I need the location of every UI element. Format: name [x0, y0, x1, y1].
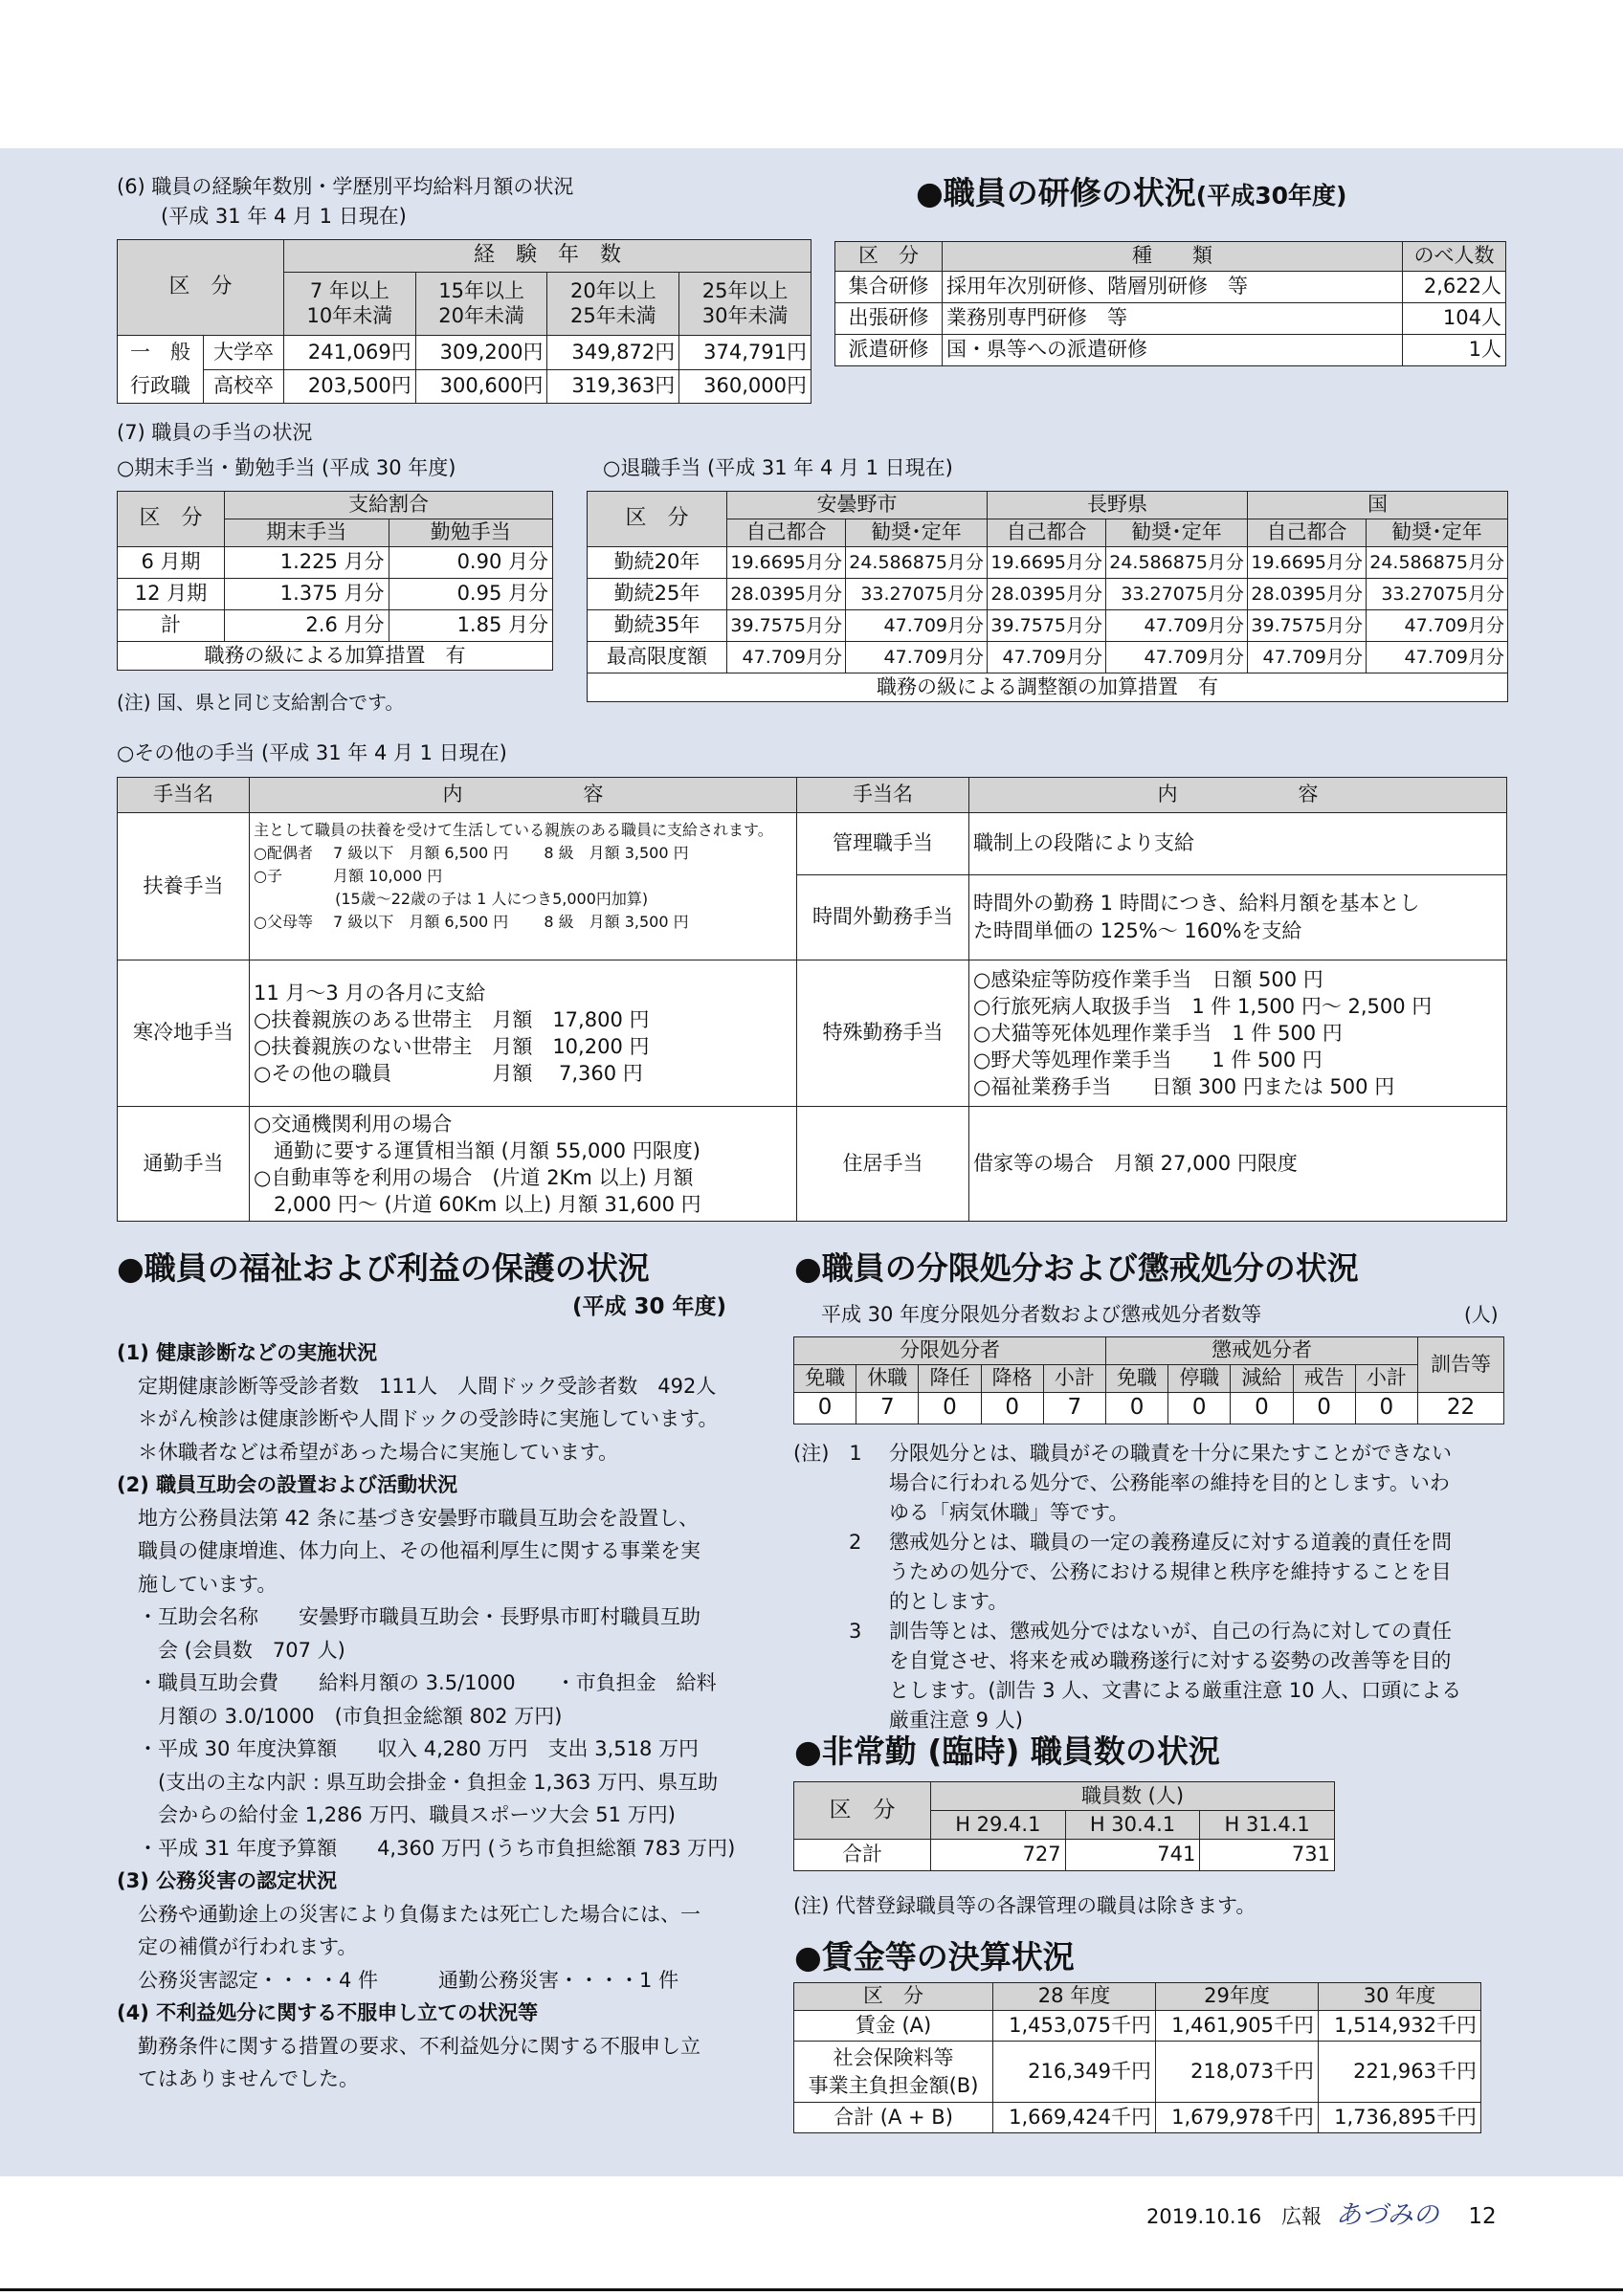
retire-cell: 39.7575月分	[988, 610, 1106, 642]
footer-date: 2019.10.16	[1146, 2205, 1262, 2228]
salary-cell: 203,500円	[284, 369, 416, 404]
bonus-table	[117, 491, 553, 671]
salary-cell: 309,200円	[415, 336, 547, 370]
welfare-line: 月額の 3.0/1000 (市負担金総額 802 万円)	[138, 1704, 563, 1728]
discipline-notes	[793, 1439, 1521, 1735]
bonus-cell: 0.90 月分	[389, 547, 553, 579]
bonus-col: 期末手当	[225, 519, 389, 547]
fuyou-line: (15歳～22歳の子は 1 人につき5,000円加算)	[254, 890, 649, 908]
bonus-title: ○期末手当・勤勉手当 (平成 30 年度)	[117, 456, 456, 479]
training-cell: 業務別専門研修 等	[943, 303, 1403, 335]
discipline-col: 免職	[1105, 1365, 1167, 1393]
salary-col: 20年以上 25年未満	[547, 273, 679, 336]
fuyou-line: ○配偶者 7 級以下 月額 6,500 円 8 級 月額 3,500 円	[254, 844, 689, 862]
retire-cell: 47.709月分	[727, 642, 846, 673]
parttime-cell: 727	[931, 1840, 1066, 1871]
training-cell: 国・県等への派遣研修	[943, 335, 1403, 366]
retire-cell: 39.7575月分	[1248, 610, 1367, 642]
bonus-cell: 0.95 月分	[389, 579, 553, 610]
training-table	[834, 241, 1506, 366]
welfare-heading: (1) 健康診断などの実施状況	[117, 1341, 378, 1364]
discipline-col: 減給	[1231, 1365, 1293, 1393]
kanrei-line: ○扶養親族のある世帯主 月額 17,800 円	[254, 1008, 650, 1031]
salary-cell: 300,600円	[415, 369, 547, 404]
retire-row	[588, 642, 1508, 673]
retire-cell: 47.709月分	[846, 610, 988, 642]
bonus-note: (注) 国、県と同じ支給割合です。	[117, 691, 405, 714]
training-cell: 2,622人	[1403, 272, 1506, 303]
discipline-note-number: 2	[849, 1531, 862, 1554]
section7-title: (7) 職員の手当の状況	[117, 421, 313, 444]
fuyou-content	[250, 813, 797, 960]
other-content-header: 内 容	[969, 778, 1507, 813]
wages-row-label: 賃金 (A)	[794, 2011, 993, 2042]
discipline-col: 降任	[919, 1365, 981, 1393]
discipline-value: 7	[1043, 1393, 1105, 1424]
retire-cell: 24.586875月分	[1367, 547, 1508, 579]
salary-cell: 241,069円	[284, 336, 416, 370]
jikan-content	[969, 875, 1507, 960]
retire-group: 長野県	[988, 492, 1248, 519]
tsukin-name: 通勤手当	[118, 1107, 250, 1222]
retire-kubun-header: 区 分	[588, 492, 727, 547]
other-content-header: 内 容	[250, 778, 797, 813]
bonus-kubun-header: 区 分	[118, 492, 225, 547]
discipline-col: 休職	[856, 1365, 919, 1393]
bonus-cell: 計	[118, 610, 225, 642]
discipline-note	[793, 1617, 1521, 1735]
discipline-value: 0	[1105, 1393, 1167, 1424]
retire-cell: 24.586875月分	[846, 547, 988, 579]
kanrei-content	[250, 960, 797, 1107]
fuyou-line: 主として職員の扶養を受けて生活している親族のある職員に支給されます。	[254, 821, 773, 839]
welfare-line: ・職員互助会費 給料月額の 3.5/1000 ・市負担金 給料	[138, 1671, 717, 1694]
retire-cell: 39.7575月分	[727, 610, 846, 642]
salary-kubun-header: 区 分	[118, 240, 284, 336]
parttime-cell: 731	[1200, 1840, 1335, 1871]
discipline-col: 停職	[1168, 1365, 1231, 1393]
jukyo-content: 借家等の場合 月額 27,000 円限度	[969, 1107, 1507, 1222]
retire-cell: 47.709月分	[1106, 610, 1248, 642]
discipline-value: 0	[1293, 1393, 1355, 1424]
discipline-note-line: ゆる「病気休職」等です。	[889, 1501, 1129, 1524]
training-cell: 出張研修	[835, 303, 943, 335]
jikan-line: た時間単価の 125%～ 160%を支給	[973, 919, 1302, 942]
kanrei-line: ○扶養親族のない世帯主 月額 10,200 円	[254, 1035, 650, 1058]
discipline-unit: (人)	[1464, 1303, 1499, 1326]
parttime-col: H 31.4.1	[1200, 1811, 1335, 1840]
wages-cell: 1,453,075千円	[993, 2011, 1156, 2042]
other-name-header: 手当名	[797, 778, 969, 813]
training-header: のべ人数	[1403, 242, 1506, 272]
discipline-note-line: 訓告等とは、懲戒処分ではないが、自己の行為に対しての責任	[889, 1620, 1452, 1643]
welfare-heading: (2) 職員互助会の設置および活動状況	[117, 1473, 458, 1496]
wages-header: 区 分	[794, 1983, 993, 2011]
kanrei-line: ○その他の職員 月額 7,360 円	[254, 1062, 643, 1085]
parttime-title: ●非常勤 (臨時) 職員数の状況	[794, 1733, 1220, 1770]
welfare-heading: (3) 公務災害の認定状況	[117, 1869, 338, 1892]
discipline-col: 免職	[794, 1365, 856, 1393]
wages-cell: 221,963千円	[1319, 2042, 1481, 2103]
training-cell: 1人	[1403, 335, 1506, 366]
tsukin-line: 2,000 円～ (片道 60Km 以上) 月額 31,600 円	[254, 1192, 701, 1216]
wages-cell: 216,349千円	[993, 2042, 1156, 2103]
retire-cell: 33.27075月分	[1367, 579, 1508, 610]
other-table	[117, 777, 1507, 1222]
welfare-line: てはありませんでした。	[138, 2067, 359, 2090]
retire-col: 勧奨･定年	[1106, 519, 1248, 547]
retire-body	[588, 547, 1508, 673]
wages-row-label: 合計 (A + B)	[794, 2103, 993, 2133]
training-cell: 採用年次別研修、階層別研修 等	[943, 272, 1403, 303]
welfare-line: 会 (会員数 707 人)	[138, 1638, 345, 1662]
wages-title: ●賃金等の決算状況	[794, 1938, 1075, 1976]
training-header: 種 類	[943, 242, 1403, 272]
fuyou-name: 扶養手当	[118, 813, 250, 960]
other-title: ○その他の手当 (平成 31 年 4 月 1 日現在)	[117, 741, 507, 764]
parttime-table	[793, 1781, 1335, 1871]
footer-kouhou: 広報	[1280, 2205, 1322, 2228]
discipline-col: 戒告	[1293, 1365, 1355, 1393]
wages-header: 30 年度	[1319, 1983, 1481, 2011]
wages-cell: 218,073千円	[1156, 2042, 1319, 2103]
footer	[1146, 2194, 1497, 2231]
wages-header: 28 年度	[993, 1983, 1156, 2011]
training-year: (平成30年度)	[1195, 182, 1347, 210]
discipline-note-line: 分限処分とは、職員がその職責を十分に果たすことができない	[889, 1442, 1452, 1465]
retire-cell: 33.27075月分	[1106, 579, 1248, 610]
discipline-value: 7	[856, 1393, 919, 1424]
jikan-line: 時間外の勤務 1 時間につき、給料月額を基本とし	[973, 892, 1420, 915]
retire-cell: 28.0395月分	[988, 579, 1106, 610]
discipline-value: 0	[794, 1393, 856, 1424]
retire-cell: 勤続25年	[588, 579, 727, 610]
discipline-note-number: (注) 1	[793, 1442, 862, 1465]
retire-cell: 47.709月分	[846, 642, 988, 673]
welfare-line: ＊休職者などは希望があった場合に実施しています。	[138, 1440, 619, 1464]
salary-cell: 349,872円	[547, 336, 679, 370]
discipline-value: 22	[1418, 1393, 1504, 1424]
discipline-col: 小計	[1355, 1365, 1417, 1393]
page-number: 12	[1468, 2204, 1497, 2229]
tokushu-line: ○野犬等処理作業手当 1 件 500 円	[973, 1049, 1323, 1071]
salary-row-label: 高校卒	[204, 369, 284, 404]
retire-row	[588, 547, 1508, 579]
discipline-note-line: うための処分で、公務における規律と秩序を維持することを目	[889, 1560, 1452, 1583]
training-title-text: ●職員の研修の状況	[916, 174, 1196, 211]
tokushu-line: ○福祉業務手当 日額 300 円または 500 円	[973, 1075, 1395, 1098]
jukyo-name: 住居手当	[797, 1107, 969, 1222]
retire-cell: 28.0395月分	[727, 579, 846, 610]
welfare-line: 勤務条件に関する措置の要求、不利益処分に関する不服申し立	[138, 2034, 700, 2058]
section6-title: (6) 職員の経験年数別・学歴別平均給料月額の状況	[117, 175, 574, 198]
salary-group-header: 経 験 年 数	[284, 240, 812, 273]
discipline-note-line: 場合に行われる処分で、公務能率の維持を目的とします。いわ	[889, 1471, 1450, 1494]
discipline-col: 降格	[981, 1365, 1043, 1393]
retire-group: 安曇野市	[727, 492, 988, 519]
wages-header: 29年度	[1156, 1983, 1319, 2011]
retire-cell: 19.6695月分	[988, 547, 1106, 579]
parttime-group-header: 職員数 (人)	[931, 1782, 1335, 1811]
discipline-title: ●職員の分限処分および懲戒処分の状況	[794, 1249, 1359, 1287]
retire-cell: 24.586875月分	[1106, 547, 1248, 579]
retire-cell: 勤続35年	[588, 610, 727, 642]
retire-footer: 職務の級による調整額の加算措置 有	[588, 673, 1508, 702]
bonus-footer: 職務の級による加算措置 有	[118, 642, 553, 671]
retire-cell: 28.0395月分	[1248, 579, 1367, 610]
welfare-line: 定の補償が行われます。	[138, 1935, 358, 1958]
discipline-note-line: 厳重注意 9 人)	[889, 1709, 1023, 1732]
welfare-line: ・平成 31 年度予算額 4,360 万円 (うち市負担総額 783 万円)	[138, 1836, 736, 1860]
training-title	[916, 168, 1346, 213]
tokushu-line: ○行旅死病人取扱手当 1 件 1,500 円～ 2,500 円	[973, 995, 1433, 1018]
parttime-row-label: 合計	[794, 1840, 931, 1871]
wages-cell: 1,514,932千円	[1319, 2011, 1481, 2042]
bonus-cell: 1.375 月分	[225, 579, 389, 610]
retire-cell: 19.6695月分	[1248, 547, 1367, 579]
kanri-name: 管理職手当	[797, 813, 969, 875]
wages-table	[793, 1982, 1481, 2133]
kanrei-name: 寒冷地手当	[118, 960, 250, 1107]
welfare-body	[117, 1336, 767, 2096]
discipline-group: 訓告等	[1418, 1337, 1504, 1393]
retire-cell: 19.6695月分	[727, 547, 846, 579]
discipline-value: 0	[1168, 1393, 1231, 1424]
retire-col: 勧奨･定年	[846, 519, 988, 547]
tokushu-name: 特殊勤務手当	[797, 960, 969, 1107]
retire-col: 自己都合	[988, 519, 1106, 547]
fuyou-line: ○子 月額 10,000 円	[254, 867, 443, 885]
retire-col: 勧奨･定年	[1367, 519, 1508, 547]
training-cell: 集合研修	[835, 272, 943, 303]
retire-cell: 47.709月分	[1106, 642, 1248, 673]
salary-col: 7 年以上 10年未満	[284, 273, 416, 336]
welfare-line: ＊がん検診は健康診断や人間ドックの受診時に実施しています。	[138, 1407, 719, 1430]
discipline-cols	[794, 1365, 1504, 1393]
welfare-line: 施しています。	[138, 1572, 278, 1596]
salary-table	[117, 239, 812, 404]
tsukin-line: ○自動車等を利用の場合 (片道 2Km 以上) 月額	[254, 1165, 694, 1189]
tsukin-line: 通勤に要する運賃相当額 (月額 55,000 円限度)	[254, 1138, 700, 1162]
parttime-kubun-header: 区 分	[794, 1782, 931, 1840]
parttime-note: (注) 代替登録職員等の各課管理の職員は除きます。	[793, 1894, 1256, 1917]
welfare-line: 地方公務員法第 42 条に基づき安曇野市職員互助会を設置し、	[138, 1506, 700, 1530]
discipline-note	[793, 1528, 1521, 1617]
tokushu-content	[969, 960, 1507, 1107]
welfare-heading: (4) 不利益処分に関する不服申し立ての状況等	[117, 2001, 539, 2024]
footer-publication-name: あづみの	[1335, 2200, 1439, 2230]
bonus-cell: 1.225 月分	[225, 547, 389, 579]
parttime-col: H 30.4.1	[1065, 1811, 1200, 1840]
retire-cell: 33.27075月分	[846, 579, 988, 610]
kanrei-line: 11 月～3 月の各月に支給	[254, 982, 486, 1004]
training-cell: 派遣研修	[835, 335, 943, 366]
welfare-line: 公務や通勤途上の災害により負傷または死亡した場合には、一	[138, 1902, 700, 1926]
discipline-subtitle: 平成 30 年度分限処分者数および懲戒処分者数等	[821, 1303, 1262, 1326]
retire-cell: 47.709月分	[988, 642, 1106, 673]
welfare-line: ・平成 30 年度決算額 収入 4,280 万円 支出 3,518 万円	[138, 1737, 700, 1760]
tokushu-line: ○犬猫等死体処理作業手当 1 件 500 円	[973, 1022, 1343, 1045]
welfare-line: 会からの給付金 1,286 万円、職員スポーツ大会 51 万円)	[138, 1803, 676, 1826]
other-name-header: 手当名	[118, 778, 250, 813]
wages-cell: 1,669,424千円	[993, 2103, 1156, 2133]
discipline-value: 0	[1231, 1393, 1293, 1424]
retire-cell: 47.709月分	[1367, 642, 1508, 673]
discipline-group: 懲戒処分者	[1105, 1337, 1417, 1365]
retire-row	[588, 579, 1508, 610]
discipline-note-line: を自覚させ、将来を戒め職務遂行に対する姿勢の改善等を目的	[889, 1649, 1452, 1672]
parttime-col: H 29.4.1	[931, 1811, 1066, 1840]
bonus-cell: 12 月期	[118, 579, 225, 610]
discipline-value: 0	[919, 1393, 981, 1424]
welfare-line: 職員の健康増進、体力向上、その他福利厚生に関する事業を実	[138, 1539, 700, 1562]
welfare-title: ●職員の福祉および利益の保護の状況	[117, 1249, 650, 1287]
bonus-col: 勤勉手当	[389, 519, 553, 547]
training-cell: 104人	[1403, 303, 1506, 335]
retire-cell: 最高限度額	[588, 642, 727, 673]
fuyou-line: ○父母等 7 級以下 月額 6,500 円 8 級 月額 3,500 円	[254, 913, 689, 931]
welfare-line: 公務災害認定・・・・4 件 通勤公務災害・・・・1 件	[138, 1968, 679, 1992]
retire-title: ○退職手当 (平成 31 年 4 月 1 日現在)	[603, 456, 953, 479]
retire-row	[588, 610, 1508, 642]
salary-row-label: 大学卒	[204, 336, 284, 370]
wages-row-label: 社会保険料等 事業主負担金額(B)	[794, 2042, 993, 2103]
bonus-cell: 6 月期	[118, 547, 225, 579]
discipline-note-number: 3	[849, 1620, 862, 1643]
discipline-value: 0	[1355, 1393, 1417, 1424]
discipline-note	[793, 1439, 1521, 1528]
discipline-col: 小計	[1043, 1365, 1105, 1393]
discipline-note-line: 懲戒処分とは、職員の一定の義務違反に対する道義的責任を問	[889, 1531, 1452, 1554]
retire-table	[587, 491, 1508, 702]
training-header: 区 分	[835, 242, 943, 272]
discipline-table	[793, 1336, 1504, 1424]
salary-cell: 374,791円	[679, 336, 812, 370]
salary-col: 15年以上 20年未満	[415, 273, 547, 336]
wages-cell: 1,461,905千円	[1156, 2011, 1319, 2042]
tokushu-line: ○感染症等防疫作業手当 日額 500 円	[973, 968, 1323, 991]
discipline-note-line: とします。(訓告 3 人、文書による厳重注意 10 人、口頭による	[889, 1679, 1462, 1702]
discipline-value: 0	[981, 1393, 1043, 1424]
wages-cell: 1,679,978千円	[1156, 2103, 1319, 2133]
salary-col: 25年以上 30年未満	[679, 273, 812, 336]
retire-cell: 47.709月分	[1367, 610, 1508, 642]
salary-rowgroup: 一 般 行政職	[118, 336, 204, 404]
salary-cell: 360,000円	[679, 369, 812, 404]
section6-date: (平成 31 年 4 月 1 日現在)	[161, 205, 407, 228]
tsukin-content	[250, 1107, 797, 1222]
wages-cell: 1,736,895千円	[1319, 2103, 1481, 2133]
bonus-cell: 2.6 月分	[225, 610, 389, 642]
discipline-note-line: 的とします。	[889, 1590, 1009, 1613]
retire-col: 自己都合	[1248, 519, 1367, 547]
welfare-year: (平成 30 年度)	[572, 1294, 727, 1319]
tsukin-line: ○交通機関利用の場合	[254, 1112, 453, 1136]
retire-cell: 47.709月分	[1248, 642, 1367, 673]
retire-group: 国	[1248, 492, 1508, 519]
discipline-group: 分限処分者	[794, 1337, 1106, 1365]
discipline-values	[794, 1393, 1504, 1424]
bonus-cell: 1.85 月分	[389, 610, 553, 642]
bonus-group-header: 支給割合	[225, 492, 553, 519]
welfare-line: 定期健康診断等受診者数 111人 人間ドック受診者数 492人	[138, 1374, 717, 1398]
retire-col: 自己都合	[727, 519, 846, 547]
welfare-line: (支出の主な内訳 : 県互助会掛金・負担金 1,363 万円、県互助	[138, 1770, 719, 1794]
salary-cell: 319,363円	[547, 369, 679, 404]
bottom-rule	[0, 2288, 1623, 2291]
welfare-line: ・互助会名称 安曇野市職員互助会・長野県市町村職員互助	[138, 1605, 700, 1628]
kanri-content: 職制上の段階により支給	[969, 813, 1507, 875]
retire-cell: 勤続20年	[588, 547, 727, 579]
parttime-cell: 741	[1065, 1840, 1200, 1871]
jikan-name: 時間外勤務手当	[797, 875, 969, 960]
